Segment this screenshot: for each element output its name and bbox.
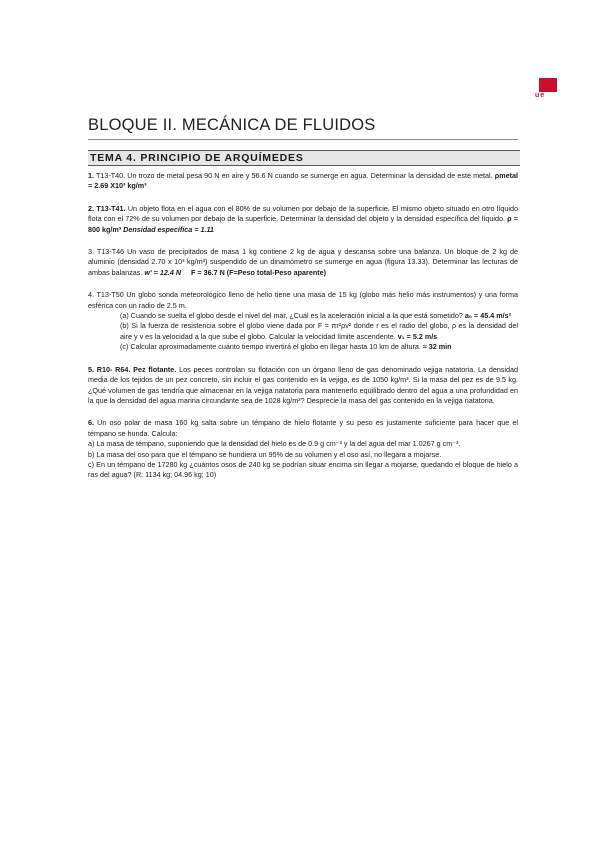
answer-secondary: Densidad específica = 1.11 <box>121 224 214 234</box>
sub-label: (a) <box>120 311 129 321</box>
subquestion-b <box>120 321 518 342</box>
university-logo <box>535 78 559 102</box>
sub-label: (c) <box>120 342 129 352</box>
problem-3 <box>88 247 518 278</box>
sub-text: Cuando se suelta el globo desde el nivel del mar, ¿Cuál es la aceleración inicial a la que está sometido? <box>128 311 465 321</box>
sub-answer: a₀ = 45.4 m/s² <box>464 311 512 321</box>
problem-number: 6. <box>88 418 94 428</box>
problem-text: Un oso polar de masa 160 kg salta sobre un témpano de hielo flotante y su peso es justamente suficiente para hacer que el témpano se hunda. Calcula: <box>88 418 518 438</box>
problem-number: 1. <box>88 171 94 180</box>
problem-number: 5. R10- R64. Pez flotante. <box>88 364 177 374</box>
sub-text: Si la fuerza de resistencia sobre el globo viene dada por F = πr²ρv² donde r es el radio del globo, ρ es la densidad del aire y v es la velocidad a la que sube el globo. Calcular la velocidad límite ascendente. <box>120 321 518 341</box>
problem-line-c: c) En un témpano de 17280 kg ¿cuántos osos de 240 kg se podrían situar encima sin llegar a mojarse, quedando el bloque de hielo a ras del agua? (R: 1134 kg; 04.96 kg; 10) <box>88 459 518 480</box>
sub-answer: ≈ 32 min <box>422 342 452 352</box>
problem-text: T13-T46 Un vaso de precipitados de masa 1 kg contiene 2 kg de agua y descansa sobre una balanza. Un bloque de 2 kg de aluminio (densidad 2.70 x 10³ kg/m³) suspendido de un dinamómetro se sumerge en agua (figura 13.33). Determinar las lecturas de ambas balanzas. <box>88 247 518 277</box>
answer: ρ = 800 kg/m³ <box>88 214 518 234</box>
problem-1 <box>88 171 518 192</box>
problem-number: 4. <box>88 290 94 300</box>
sub-label: (b) <box>120 321 129 331</box>
problem-text: T13-T50 Un globo sonda meteorológico lleno de helio tiene una masa de 15 kg (globo más helio más instrumentos) y una forma esférica con un radio de 2.5 m. <box>88 290 518 310</box>
answer-secondary: F = 36.7 N (F=Peso total-Peso aparente) <box>191 267 327 277</box>
logo-text: ue <box>535 92 546 99</box>
answer-label: ρmetal = <box>88 171 518 191</box>
subquestions <box>88 311 518 353</box>
answer: 2.69 X10³ kg/m³ <box>94 181 147 191</box>
sub-text: Calcular aproximadamente cuánto tiempo invertirá el globo en llegar hasta 10 km de altura. <box>128 342 423 352</box>
sub-answer: v₁ = 5.2 m/s <box>397 331 438 341</box>
answer: w' = 12.4 N <box>144 267 182 277</box>
problem-number: 3. <box>88 247 94 257</box>
problem-line-b: b) La masa del oso para que el témpano se hundiera un 95% de su volumen y el oso así, no llegara a mojarse. <box>88 449 442 459</box>
problem-text: T13-T40. Un trozo de metal pesa 90 N en aire y 56.6 N cuando se sumerge en agua. Determinar la densidad de este metal. <box>94 171 495 180</box>
subquestion-a <box>120 311 518 321</box>
problem-6 <box>88 418 518 480</box>
problem-line-a: a) La masa de témpano, suponiendo que la densidad del hielo es de 0.9 g cm⁻³ y la del agua del mar 1.0267 g cm⁻³. <box>88 439 461 449</box>
problem-number: 2. T13-T41. <box>88 203 126 213</box>
section-heading: TEMA 4. PRINCIPIO DE ARQUÍMEDES <box>88 150 520 166</box>
problems-list <box>88 171 518 493</box>
problem-text: Un objeto flota en el agua con el 80% de su volumen por debajo de la superficie. El mismo objeto situado en otro líquido flota con el 72% de su volumen por debajo de la superficie. Determinar la densidad del objeto y la densidad específica del líquido. <box>88 203 519 224</box>
subquestion-c <box>120 342 518 352</box>
logo-square <box>539 78 557 92</box>
page-title: BLOQUE II. MECÁNICA DE FLUIDOS <box>88 116 518 140</box>
problem-text: Los peces controlan su flotación con un órgano lleno de gas denominado vejiga natatoria. La densidad media de los tejidos de un pez concreto, sin incluir el gas contenido en la vejiga, es de 1050 kg/m³. Si la masa del pez es de 9.5 kg. ¿Qué volumen de gas tendría que almacenar en la vejiga natatoria para mantenerlo equilibrado dentro del agua a una profundidad en la que la densidad del agua marina circundante sea de 1028 kg/m³? Desprecie la masa del gas contenido en la vejiga natatoria. <box>88 364 518 405</box>
problem-5 <box>88 365 518 407</box>
problem-4 <box>88 290 518 352</box>
problem-2 <box>88 204 518 235</box>
